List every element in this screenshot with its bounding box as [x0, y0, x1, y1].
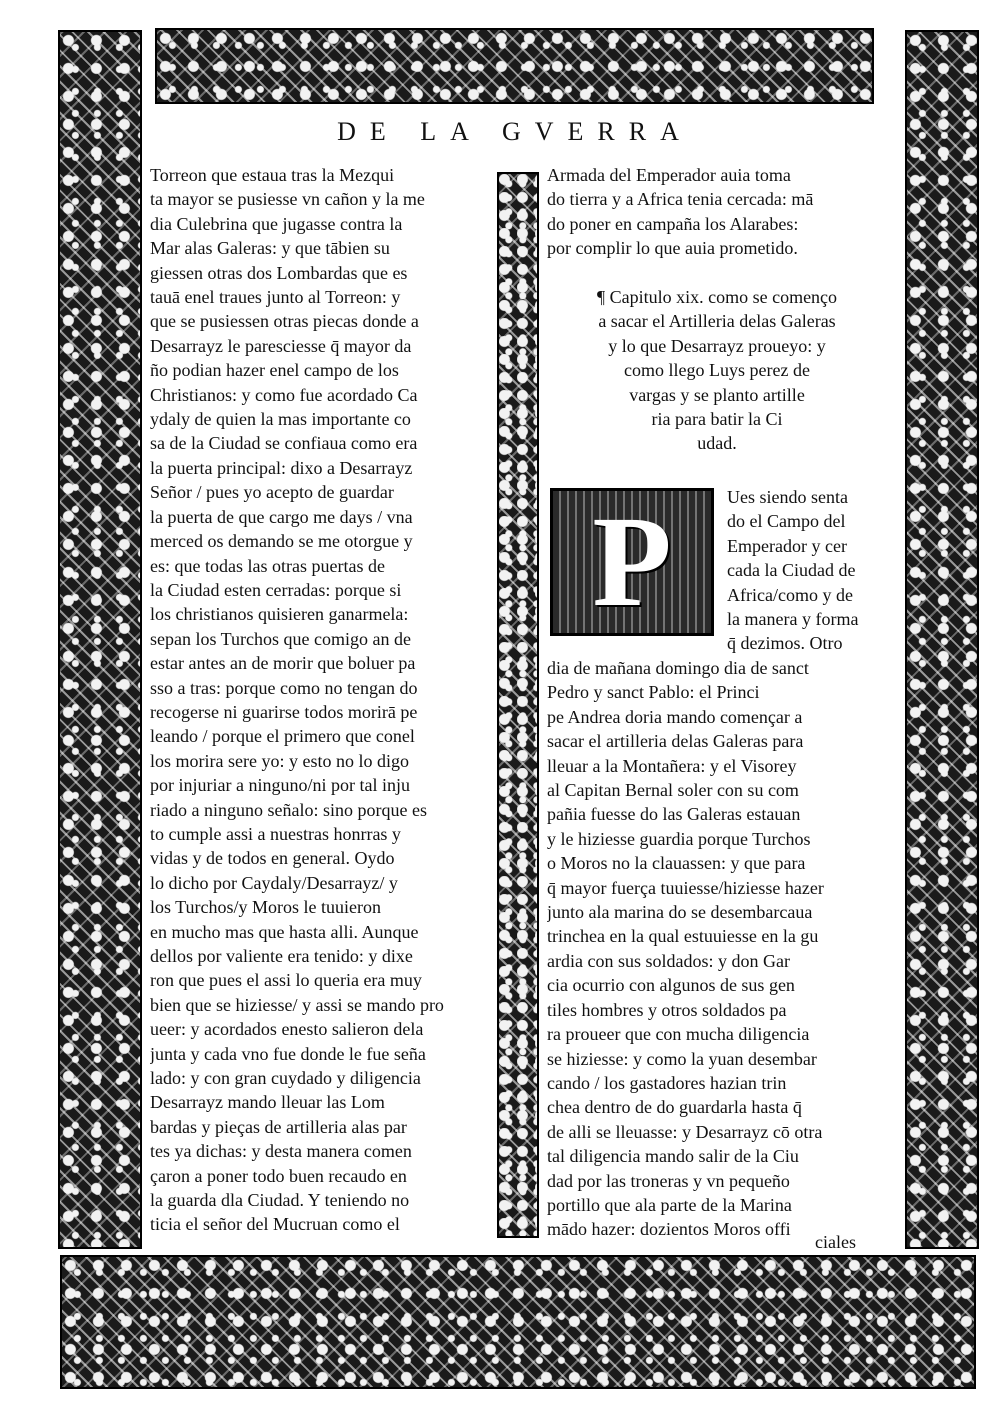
text-line: sepan los Turchos que comigo an de	[150, 628, 411, 649]
chapter-heading-line: ria para batir la Ci	[651, 409, 783, 430]
woodcut-border-left	[58, 30, 142, 1249]
text-line: al Capitan Bernal soler con su com	[547, 780, 799, 801]
text-line: ticia el señor del Mucruan como el	[150, 1214, 400, 1235]
text-line: Torreon que estaua tras la Mezqui	[150, 165, 395, 185]
text-line: los christianos quisieren ganarmela:	[150, 604, 409, 625]
text-line: pe Andrea doria mando començar a	[547, 706, 803, 727]
text-line: Africa/como y de	[727, 584, 853, 605]
text-line: Desarrayz le paresciesse q̄ mayor da	[150, 335, 412, 356]
initial-letter: P	[592, 490, 672, 634]
text-line: Christianos: y como fue acordado Ca	[150, 384, 418, 405]
text-line: cando / los gastadores hazian trin	[547, 1072, 787, 1093]
text-line: bien que se hiziesse/ y assi se mando pro	[150, 994, 444, 1015]
text-line: bardas y pieças de artilleria alas par	[150, 1116, 407, 1137]
text-line: dellos por valiente era tenido: y dixe	[150, 946, 413, 966]
text-line: Emperador y cer	[727, 535, 847, 556]
text-line: o Moros no la clauassen: y que para	[547, 853, 806, 874]
text-line: sa de la Ciudad se confiaua como era	[150, 433, 418, 454]
text-line: merced os demando se me otorgue y	[150, 531, 413, 552]
text-line: q̄ dezimos. Otro	[727, 633, 843, 654]
woodcut-column-divider	[497, 172, 539, 1238]
decorated-initial	[550, 488, 714, 636]
text-line: Armada del Emperador auia toma	[547, 165, 791, 185]
text-line: Desarrayz mando lleuar las Lom	[150, 1092, 385, 1113]
text-line: los Turchos/y Moros le tuuieron	[150, 897, 382, 918]
text-line: la Ciudad esten cerradas: porque si	[150, 579, 402, 600]
text-line: recogerse ni guarirse todos morirā pe	[150, 701, 418, 722]
text-line: lleuar a la Montañera: y el Visorey	[547, 755, 797, 776]
chapter-heading-line: como llego Luys perez de	[624, 360, 810, 381]
text-line: q̄ mayor fuerça tuuiesse/hiziesse hazer	[547, 877, 824, 898]
text-line: junta y cada vno fue donde le fue seña	[150, 1043, 426, 1064]
text-line: de alli se lleuasse: y Desarrayz cō otra	[547, 1121, 823, 1142]
text-line: vidas y de todos en general. Oydo	[150, 848, 395, 869]
left-text-column	[150, 163, 488, 1237]
text-line: riado a ninguno señalo: sino porque es	[150, 799, 427, 820]
text-line: trinchea en la qual estuuiesse en la gu	[547, 926, 819, 947]
text-line: çaron a poner todo buen recaudo en	[150, 1165, 407, 1186]
woodcut-border-right	[905, 30, 979, 1249]
text-line: dia de mañana domingo dia de sanct	[547, 658, 809, 678]
chapter-heading-line: ¶ Capitulo xix. como se començo	[596, 287, 838, 307]
text-line: lado: y con gran cuydado y diligencia	[150, 1068, 421, 1089]
right-text-body	[547, 656, 887, 1242]
text-line: Mar alas Galeras: y que tābien su	[150, 238, 390, 259]
text-line: por injuriar a ninguno/ni por tal inju	[150, 775, 410, 796]
text-line: cada la Ciudad de	[727, 560, 856, 581]
text-line: chea dentro de do guardarla hasta q̄	[547, 1097, 802, 1118]
text-line: que se pusiessen otras piecas donde a	[150, 311, 419, 332]
text-line: Pedro y sanct Pablo: el Princi	[547, 682, 760, 703]
text-line: tal diligencia mando salir de la Ciu	[547, 1146, 799, 1167]
text-line: leando / porque el primero que conel	[150, 726, 415, 747]
text-line: ño podian hazer enel campo de los	[150, 360, 399, 381]
text-line: ron que pues el assi lo queria era muy	[150, 970, 422, 991]
text-line: la puerta principal: dixo a Desarrayz	[150, 457, 413, 478]
text-line: la puerta de que cargo me days / vna	[150, 506, 413, 527]
text-line: do el Campo del	[727, 511, 846, 532]
text-line: se hiziesse: y como la yuan desembar	[547, 1048, 817, 1069]
text-line: do poner en campaña los Alarabes:	[547, 213, 799, 234]
right-text-top	[547, 163, 887, 261]
text-line: tes ya dichas: y desta manera comen	[150, 1141, 412, 1162]
chapter-heading-line: y lo que Desarrayz proueyo: y	[608, 335, 826, 356]
text-line: do tierra y a Africa tenia cercada: mā	[547, 189, 814, 210]
text-line: sso a tras: porque como no tengan do	[150, 677, 418, 698]
text-line: pañia fuesse do las Galeras estauan	[547, 804, 801, 825]
text-line: dia Culebrina que jugasse contra la	[150, 213, 403, 234]
woodcut-border-bottom	[60, 1255, 976, 1389]
text-line: estar antes an de morir que boluer pa	[150, 653, 416, 674]
catchword: ciales	[815, 1232, 856, 1252]
running-header: DE LA GVERRA	[337, 117, 693, 146]
text-line: Señor / pues yo acepto de guardar	[150, 482, 394, 503]
text-beside-initial	[727, 485, 887, 656]
text-line: por complir lo que auia prometido.	[547, 238, 798, 259]
text-line: lo dicho por Caydaly/Desarrayz/ y	[150, 872, 398, 893]
text-line: mādo hazer: dozientos Moros offi	[547, 1219, 791, 1240]
text-line: junto ala marina do se desembarcaua	[547, 902, 813, 923]
chapter-heading	[547, 285, 887, 456]
text-line: tiles hombres y otros soldados pa	[547, 999, 787, 1020]
text-line: cia ocurrio con algunos de sus gen	[547, 975, 795, 996]
text-line: los morira sere yo: y esto no lo digo	[150, 750, 409, 771]
chapter-heading-line: vargas y se planto artille	[629, 384, 805, 405]
text-line: to cumple assi a nuestras honrras y	[150, 823, 401, 844]
text-line: la manera y forma	[727, 609, 859, 630]
text-line: portillo que ala parte de la Marina	[547, 1194, 792, 1215]
chapter-heading-line: udad.	[697, 433, 737, 454]
text-line: ra proueer que con mucha diligencia	[547, 1024, 810, 1045]
text-line: ueer: y acordados enesto salieron dela	[150, 1019, 424, 1040]
text-line: tauā enel traues junto al Torreon: y	[150, 287, 401, 308]
text-line: sacar el artilleria delas Galeras para	[547, 731, 804, 752]
text-line: es: que todas las otras puertas de	[150, 555, 385, 576]
chapter-heading-line: a sacar el Artilleria delas Galeras	[598, 311, 836, 332]
text-line: ta mayor se pusiesse vn cañon y la me	[150, 189, 425, 210]
text-line: ydaly de quien la mas importante co	[150, 409, 411, 430]
text-line: dad por las troneras y vn pequeño	[547, 1170, 790, 1191]
woodcut-border-top	[155, 28, 874, 104]
text-line: y le hiziesse guardia porque Turchos	[547, 828, 811, 849]
text-line: Ues siendo senta	[727, 487, 848, 507]
text-line: en mucho mas que hasta alli. Aunque	[150, 921, 419, 942]
text-line: giessen otras dos Lombardas que es	[150, 262, 408, 283]
text-line: ardia con sus soldados: y don Gar	[547, 950, 790, 971]
text-line: la guarda dla Ciudad. Y teniendo no	[150, 1190, 410, 1211]
